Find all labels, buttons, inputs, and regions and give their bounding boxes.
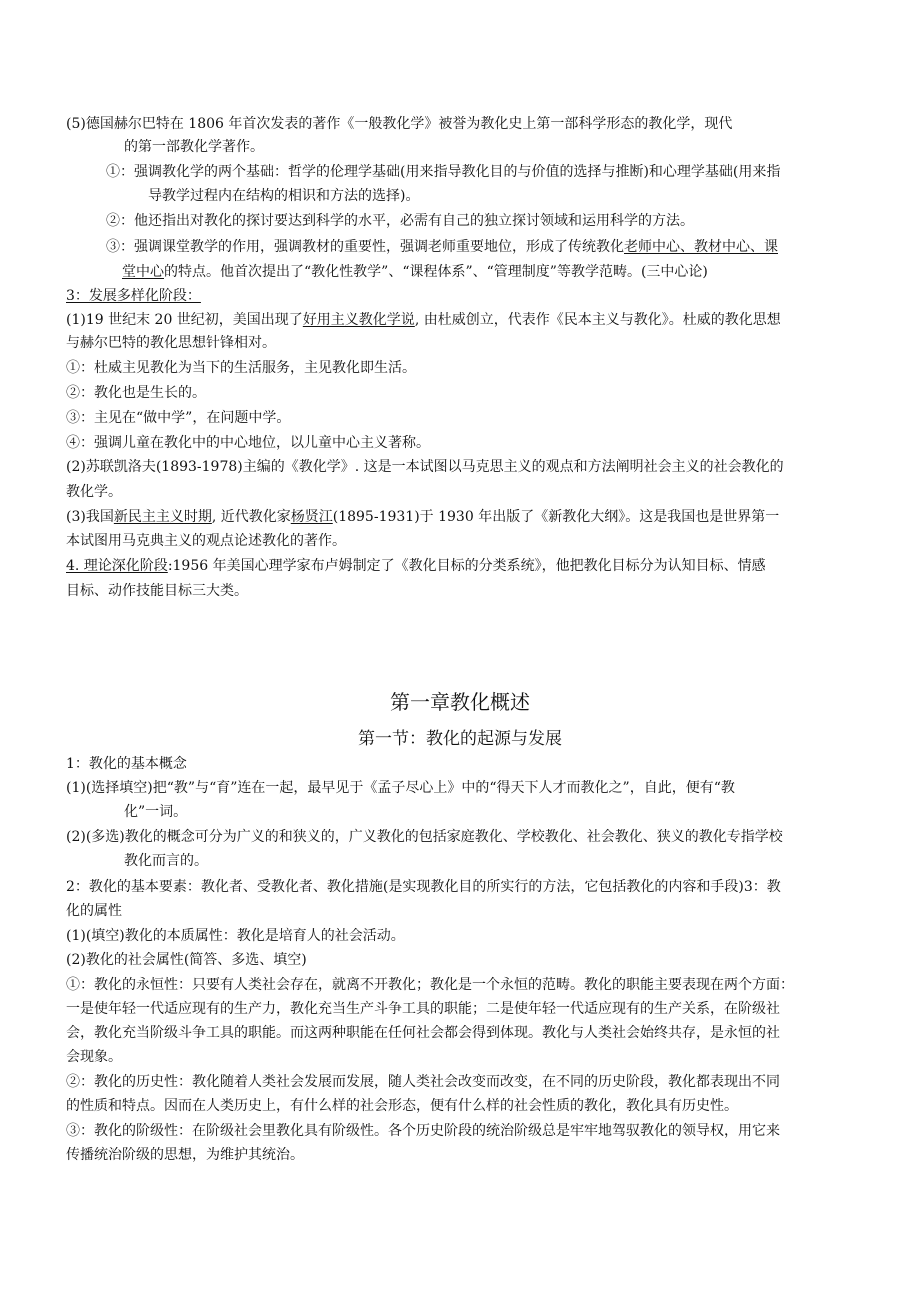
classroom-center-underlined: 堂中心 [122, 264, 164, 280]
yang-text-1: (3)我国 [66, 509, 114, 525]
dewey-para-line1 [66, 309, 781, 331]
eternity-line4: 会现象。 [66, 1049, 122, 1065]
three-centers-underlined: 老师中心、教材中心、课 [624, 239, 778, 255]
eternity-line2: 一是使年轻一代适应现有的生产力，教化充当生产斗争工具的职能；二是使年轻一代适应现有的生产关系，在阶级社 [66, 1001, 780, 1017]
para-herbart-line1: (5)德国赫尔巴特在 1806 年首次发表的著作《一般教化学》被誉为教化史上第一部科学形态的教化学，现代 [66, 116, 733, 132]
stage3-heading: 3：发展多样化阶段： [66, 288, 201, 304]
para-herbart-line2: 的第一部教化学著作。 [124, 139, 264, 155]
yang-xianjiang-underlined: 杨贤江 [290, 509, 333, 525]
kairov-line2: 教化学。 [66, 484, 122, 500]
herbart-point3-rest: 的特点。他首次提出了“教化性教学”、“课程体系”、“管理制度”等教学范畴。(三中心论) [164, 264, 708, 280]
herbart-point3-line2 [122, 261, 708, 283]
dewey-item3: ③：主见在“做中学”，在问题中学。 [66, 410, 291, 426]
stage4-text: :1956 年美国心理学家布卢姆制定了《教化目标的分类系统》，他把教化目标分为认知目标、情感 [167, 558, 766, 574]
herbart-point2: ②：他还指出对教化的探讨要达到科学的水平，必需有自己的独立探讨领域和运用科学的方法。 [106, 213, 694, 229]
eternity-line1: ①：教化的永恒性：只要有人类社会存在，就离不开教化；教化是一个永恒的范畴。教化的职能主要表现在两个方面： [66, 977, 794, 993]
chapter-title: 第一章教化概述 [390, 690, 530, 714]
herbart-point3-line1 [106, 236, 778, 258]
new-democracy-underlined: 新民主主义时期 [113, 509, 212, 525]
dewey-item4: ④：强调儿童在教化中的中心地位，以儿童中心主义著称。 [66, 435, 430, 451]
dewey-text-pre: (1)19 世纪末 20 世纪初，美国出现了 [66, 312, 303, 328]
history-attr-line2: 的性质和特点。因而在人类历史上，有什么样的社会形态，便有什么样的社会性质的教化，教化具有历史性。 [66, 1098, 738, 1114]
pragmatism-underlined: 好用主义教化学说 [302, 312, 415, 328]
stage4-heading: 4. 理论深化阶段 [66, 558, 168, 574]
kairov-line1: (2)苏联凯洛夫(1893-1978)主编的《教化学》. 这是一本试图以马克思主义的观点和方法阐明社会主义的社会教化的 [66, 459, 784, 475]
section-title: 第一节：教化的起源与发展 [358, 729, 562, 749]
social-attr-heading: (2)教化的社会属性(简答、多选、填空) [66, 952, 307, 968]
eternity-line3: 会，教化充当阶级斗争工具的职能。而这两种职能在任何社会都会得到体现。教化与人类社会始终共存，是永恒的社 [66, 1025, 780, 1041]
essence-attr: (1)(填空)教化的本质属性：教化是培育人的社会活动。 [66, 928, 405, 944]
class-attr-line1: ③：教化的阶级性：在阶级社会里教化具有阶级性。各个历史阶段的统治阶级总是牢牢地驾驭教化的领导权，用它来 [66, 1123, 780, 1139]
yang-text-2: , 近代教化家 [211, 509, 291, 525]
concept2-line2: 教化而言的。 [124, 853, 208, 869]
dewey-text-post: , 由杜威创立，代表作《民本主义与教化》。杜威的教化思想 [414, 312, 781, 328]
elements-line1: 2：教化的基本要素：教化者、受教化者、教化措施(是实现教化目的所实行的方法，它包括教化的内容和手段)3：教 [66, 879, 781, 895]
stage4-line1 [66, 555, 766, 577]
herbart-point1-line2: 导教学过程内在结构的相识和方法的选择)。 [148, 188, 420, 204]
herbart-point3-text: ③：强调课堂教学的作用，强调教材的重要性，强调老师重要地位，形成了传统教化 [106, 239, 624, 255]
herbart-point1-line1: ①：强调教化学的两个基础：哲学的伦理学基础(用来指导教化目的与价值的选择与推断)和心理学基础(用来指 [106, 164, 781, 180]
concept1-line2: 化”一词。 [124, 804, 188, 820]
yang-line2: 本试图用马克典主义的观点论述教化的著作。 [66, 533, 346, 549]
concept2-line1: (2)(多选)教化的概念可分为广义的和狭义的，广义教化的包括家庭教化、学校教化、社会教化、狭义的教化专指学校 [66, 829, 783, 845]
concept1-line1: (1)(选择填空)把“教”与“育”连在一起，最早见于《孟子尽心上》中的“得天下人才而教化之”，自此，便有“教 [66, 780, 735, 796]
concept-heading: 1：教化的基本概念 [66, 756, 187, 772]
elements-line2: 化的属性 [66, 903, 122, 919]
yang-text-3: (1895-1931)于 1930 年出版了《新教化大纲》。这是我国也是世界第一 [332, 509, 780, 525]
dewey-item1: ①：杜威主见教化为当下的生活服务，主见教化即生活。 [66, 360, 416, 376]
yang-line1 [66, 506, 779, 528]
dewey-item2: ②：教化也是生长的。 [66, 385, 206, 401]
class-attr-line2: 传播统治阶级的思想，为维护其统治。 [66, 1147, 304, 1163]
history-attr-line1: ②：教化的历史性：教化随着人类社会发展而发展，随人类社会改变而改变，在不同的历史阶段，教化都表现出不同 [66, 1074, 780, 1090]
dewey-para-line2: 与赫尔巴特的教化思想针锋相对。 [66, 335, 276, 351]
stage4-line2: 目标、动作技能目标三大类。 [66, 583, 248, 599]
